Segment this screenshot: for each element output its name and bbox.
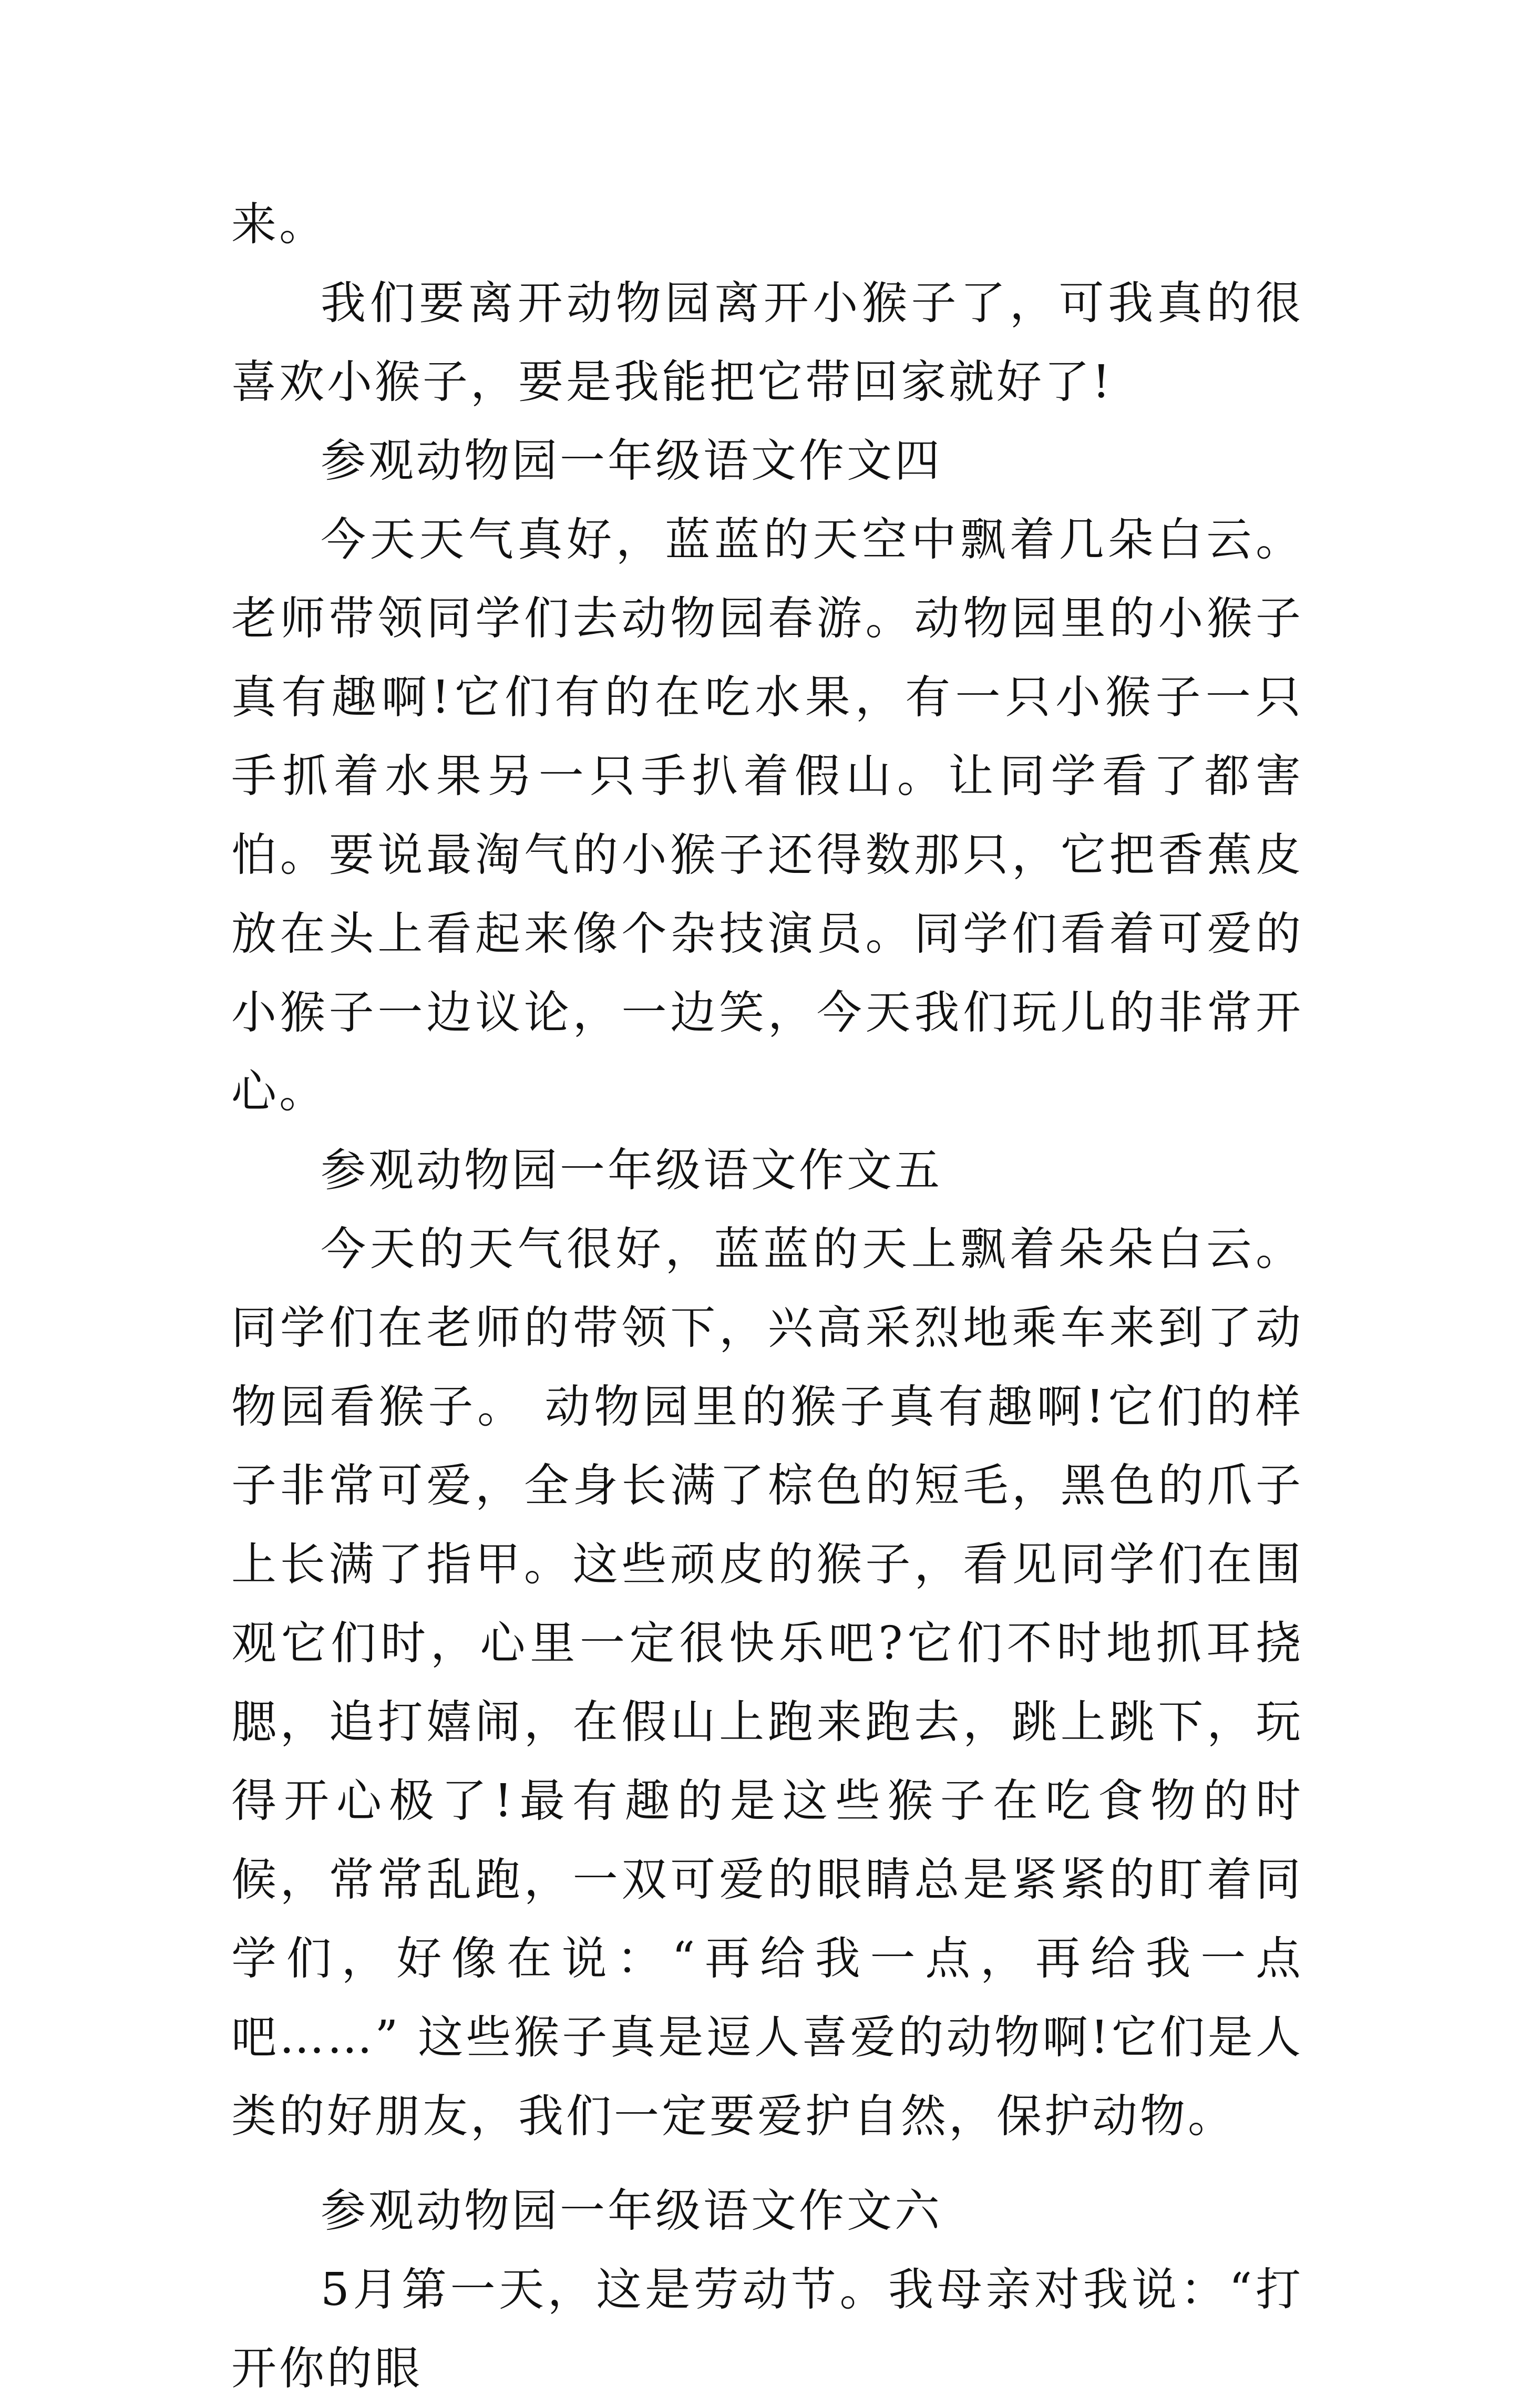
essay-four-body: 今天天气真好，蓝蓝的天空中飘着几朵白云。老师带领同学们去动物园春游。动物园里的小猴子真有趣啊!它们有的在吃水果，有一只小猴子一只手抓着水果另一只手扒着假山。让同学看了都害怕。要说最淘气的小猴子还得数那只，它把香蕉皮放在头上看起来像个杂技演员。同学们看着可爱的小猴子一边议论，一边笑，今天我们玩儿的非常开心。 — [231, 513, 1303, 1118]
section-heading-six: 参观动物园一年级语文作文六 — [321, 2185, 942, 2237]
section-heading-four: 参观动物园一年级语文作文四 — [321, 435, 942, 487]
paragraph-continuation: 来。 — [231, 198, 327, 251]
essay-five-body: 今天的天气很好，蓝蓝的天上飘着朵朵白云。同学们在老师的带领下，兴高采烈地乘车来到了动物园看猴子。 动物园里的猴子真有趣啊!它们的样子非常可爱，全身长满了棕色的短毛，黑色的爪子上长满了指甲。这些顽皮的猴子，看见同学们在围观它们时，心里一定很快乐吧?它们不时地抓耳挠腮，追打嬉闹，在假山上跑来跑去，跳上跳下，玩得开心极了!最有趣的是这些猴子在吃食物的时候，常常乱跑，一双可爱的眼睛总是紧紧的盯着同学们，好像在说：“再给我一点，再给我一点吧……” 这些猴子真是逗人喜爱的动物啊!它们是人类的好朋友，我们一定要爱护自然，保护动物。 — [231, 1223, 1303, 2143]
paragraph-leaving-zoo: 我们要离开动物园离开小猴子了，可我真的很喜欢小猴子，要是我能把它带回家就好了! — [231, 277, 1303, 408]
document-body — [231, 185, 1303, 2408]
section-heading-five: 参观动物园一年级语文作文五 — [321, 1144, 942, 1197]
essay-six-body: 5月第一天，这是劳动节。我母亲对我说：“打开你的眼 — [231, 2263, 1303, 2395]
